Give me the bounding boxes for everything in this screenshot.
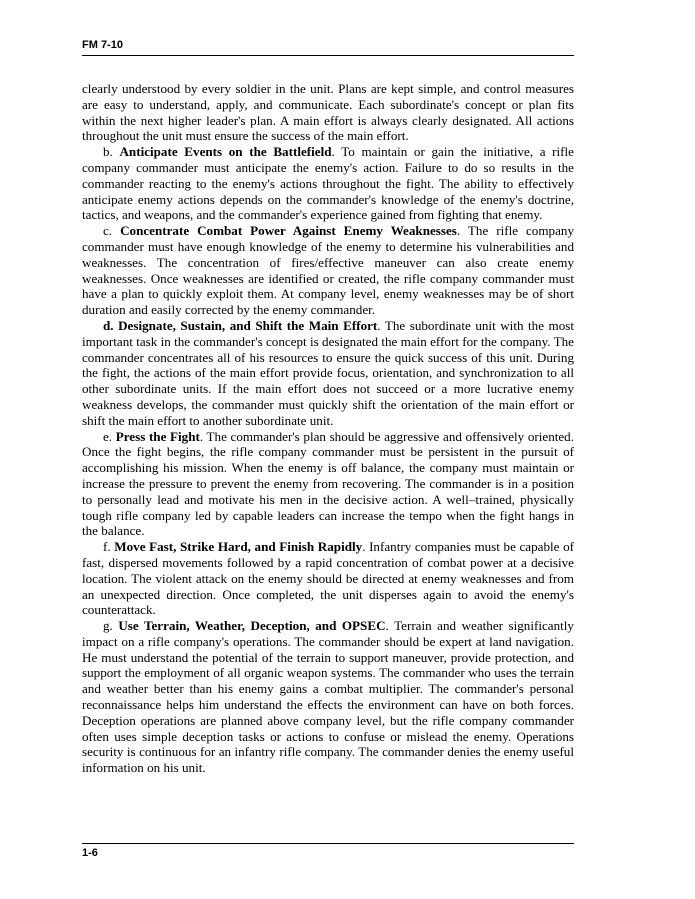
paragraph-g <box>82 618 574 776</box>
paragraph-text: . The rifle company commander must have enough knowledge of the enemy to determine his vulnerabilities and weaknesses. The concentration of fires/effective maneuver can also create enemy weaknesses. Once weaknesses are identified or created, the rifle company commander must have a plan to quickly exploit them. At company level, enemy weaknesses may be of short duration and easily corrected by the enemy commander. <box>82 223 574 318</box>
paragraph-heading: Concentrate Combat Power Against Enemy Weaknesses <box>120 223 457 239</box>
paragraph-continued <box>82 81 574 144</box>
paragraph-heading: Anticipate Events on the Battlefield <box>119 144 332 160</box>
paragraph-b <box>82 144 574 223</box>
paragraph-heading: Move Fast, Strike Hard, and Finish Rapidly <box>114 539 363 555</box>
page-header: FM 7-10 <box>82 39 123 51</box>
paragraph-letter: c. <box>103 223 113 239</box>
paragraph-d <box>82 318 574 429</box>
page-number: 1-6 <box>82 847 98 859</box>
paragraph-letter: f. <box>103 539 111 555</box>
paragraph-text: . Infantry companies must be capable of fast, dispersed movements followed by a rapid concentration of combat power at a decisive location. The violent attack on the enemy should be directed at enemy weaknesses and from an unexpected direction. Once completed, the unit disperses again to avoid the enemy's counterattack. <box>82 539 574 618</box>
header-rule <box>82 55 574 56</box>
paragraph-e <box>82 429 574 540</box>
paragraph-text: . Terrain and weather significantly impact on a rifle company's operations. The commander should be expert at land navigation. He must understand the potential of the terrain to support maneuver, provide protection, and support the employment of all organic weapon systems. The commander who uses the terrain and weather better than his enemy gains a combat multiplier. The commander's personal reconnaissance helps him understand the effects the environment can have on both forces. Deception operations are planned above company level, but the rifle company commander often uses simple deception tasks or actions to confuse or mislead the enemy. Operations security is continuous for an infantry rifle company. The commander denies the enemy useful information on his unit. <box>82 618 574 776</box>
paragraph-letter: g. <box>103 618 113 634</box>
paragraph-c <box>82 223 574 318</box>
paragraph-letter: b. <box>103 144 113 160</box>
paragraph-heading: Designate, Sustain, and Shift the Main Effort <box>118 317 378 333</box>
page-body <box>82 81 574 776</box>
footer-rule <box>82 843 574 844</box>
paragraph-heading: Use Terrain, Weather, Deception, and OPSEC <box>118 618 386 634</box>
paragraph-letter: e. <box>103 428 113 444</box>
paragraph-heading: Press the Fight <box>115 428 200 444</box>
paragraph-text: clearly understood by every soldier in the unit. Plans are kept simple, and control measures are easy to understand, apply, and communicate. Each subordinate's concept or plan fits within the next higher leader's plan. A main effort is always clearly designated. All actions throughout the unit must ensure the success of the main effort. <box>82 81 574 144</box>
paragraph-f <box>82 539 574 618</box>
paragraph-letter: d. <box>103 317 114 333</box>
paragraph-text: . The commander's plan should be aggressive and offensively oriented. Once the fight begins, the rifle company commander must be persistent in the pursuit of accomplishing his mission. When the enemy is off balance, the company must maintain or increase the pressure to prevent the enemy from recovering. The commander is in a position to personally lead and motivate his men in the decisive action. A well–trained, physically tough rifle company led by capable leaders can increase the tempo when the fight hangs in the balance. <box>82 428 575 539</box>
paragraph-text: . To maintain or gain the initiative, a rifle company commander must anticipate the enemy's action. Failure to do so results in the commander reacting to the enemy's actions throughout the fight. The ability to effectively anticipate enemy actions depends on the commander's knowledge of the enemy's doctrine, tactics, and weapons, and the commander's experience gained from fighting that enemy. <box>82 144 574 223</box>
paragraph-text: . The subordinate unit with the most important task in the commander's concept is designated the main effort for the company. The commander concentrates all of his resources to ensure the quick success of this unit. During the fight, the actions of the main effort provide focus, orientation, and synchronization to all other subordinate units. If the main effort does not succeed or a more lucrative enemy weakness develops, the commander must quickly shift the orientation of the main effort or shift the main effort to another subordinate unit. <box>82 317 575 428</box>
